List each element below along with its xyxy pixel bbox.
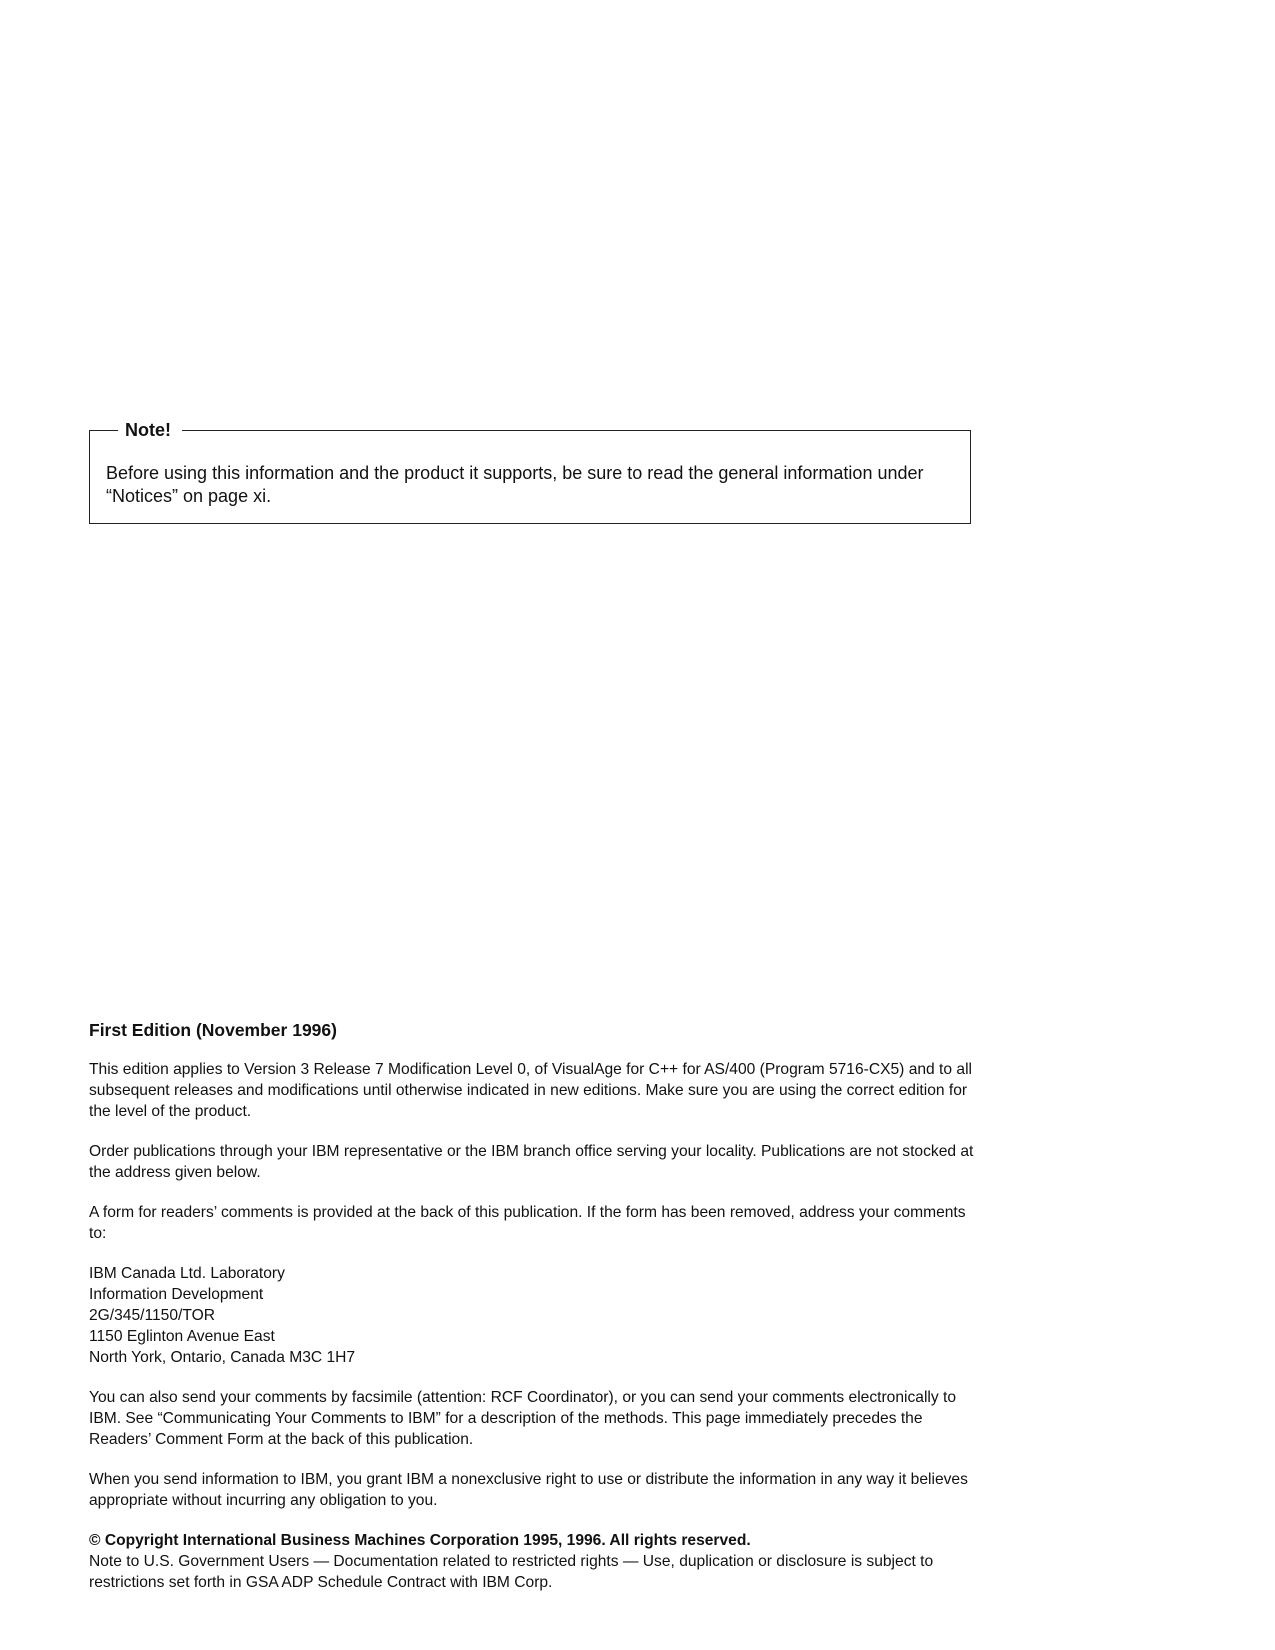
address-line: North York, Ontario, Canada M3C 1H7 [89,1349,356,1366]
edition-paragraph-applies: This edition applies to Version 3 Release 7 Modification Level 0, of VisualAge for C++ for AS/400 (Program 5716-CX5) and to all subsequent releases and modifications until otherwise indicated in new editions. Make sure you are using the correct edition for the level of the product. [89,1061,972,1120]
address-line: IBM Canada Ltd. Laboratory [89,1265,285,1282]
copyright-notice: © Copyright International Business Machines Corporation 1995, 1996. All rights reserved. [89,1532,751,1549]
edition-paragraph-order: Order publications through your IBM representative or the IBM branch office serving your locality. Publications are not stocked at the address given below. [89,1143,974,1181]
address-line: 2G/345/1150/TOR [89,1307,215,1324]
copyright-block [89,1530,979,1593]
edition-paragraph-comments: A form for readers’ comments is provided at the back of this publication. If the form has been removed, address your comments to: [89,1204,966,1242]
government-users-note: Note to U.S. Government Users — Documentation related to restricted rights — Use, duplication or disclosure is subject to restrictions set forth in GSA ADP Schedule Contract with IBM Corp. [89,1553,934,1591]
note-title: Note! [118,418,182,442]
note-text: Before using this information and the product it supports, be sure to read the general information under “Notices” on page xi. [106,463,924,506]
edition-paragraph-facsimile: You can also send your comments by facsimile (attention: RCF Coordinator), or you can send your comments electronically to IBM. See “Communicating Your Comments to IBM” for a description of the methods. This page immediately precedes the Readers’ Comment Form at the back of this publication. [89,1389,957,1448]
edition-title: First Edition (November 1996) [89,1020,337,1040]
mailing-address [89,1263,979,1368]
address-line: 1150 Eglinton Avenue East [89,1328,275,1345]
edition-section [89,1019,979,1593]
note-box [89,420,971,524]
edition-paragraph-rights: When you send information to IBM, you grant IBM a nonexclusive right to use or distribute the information in any way it believes appropriate without incurring any obligation to you. [89,1471,968,1509]
address-line: Information Development [89,1286,264,1303]
